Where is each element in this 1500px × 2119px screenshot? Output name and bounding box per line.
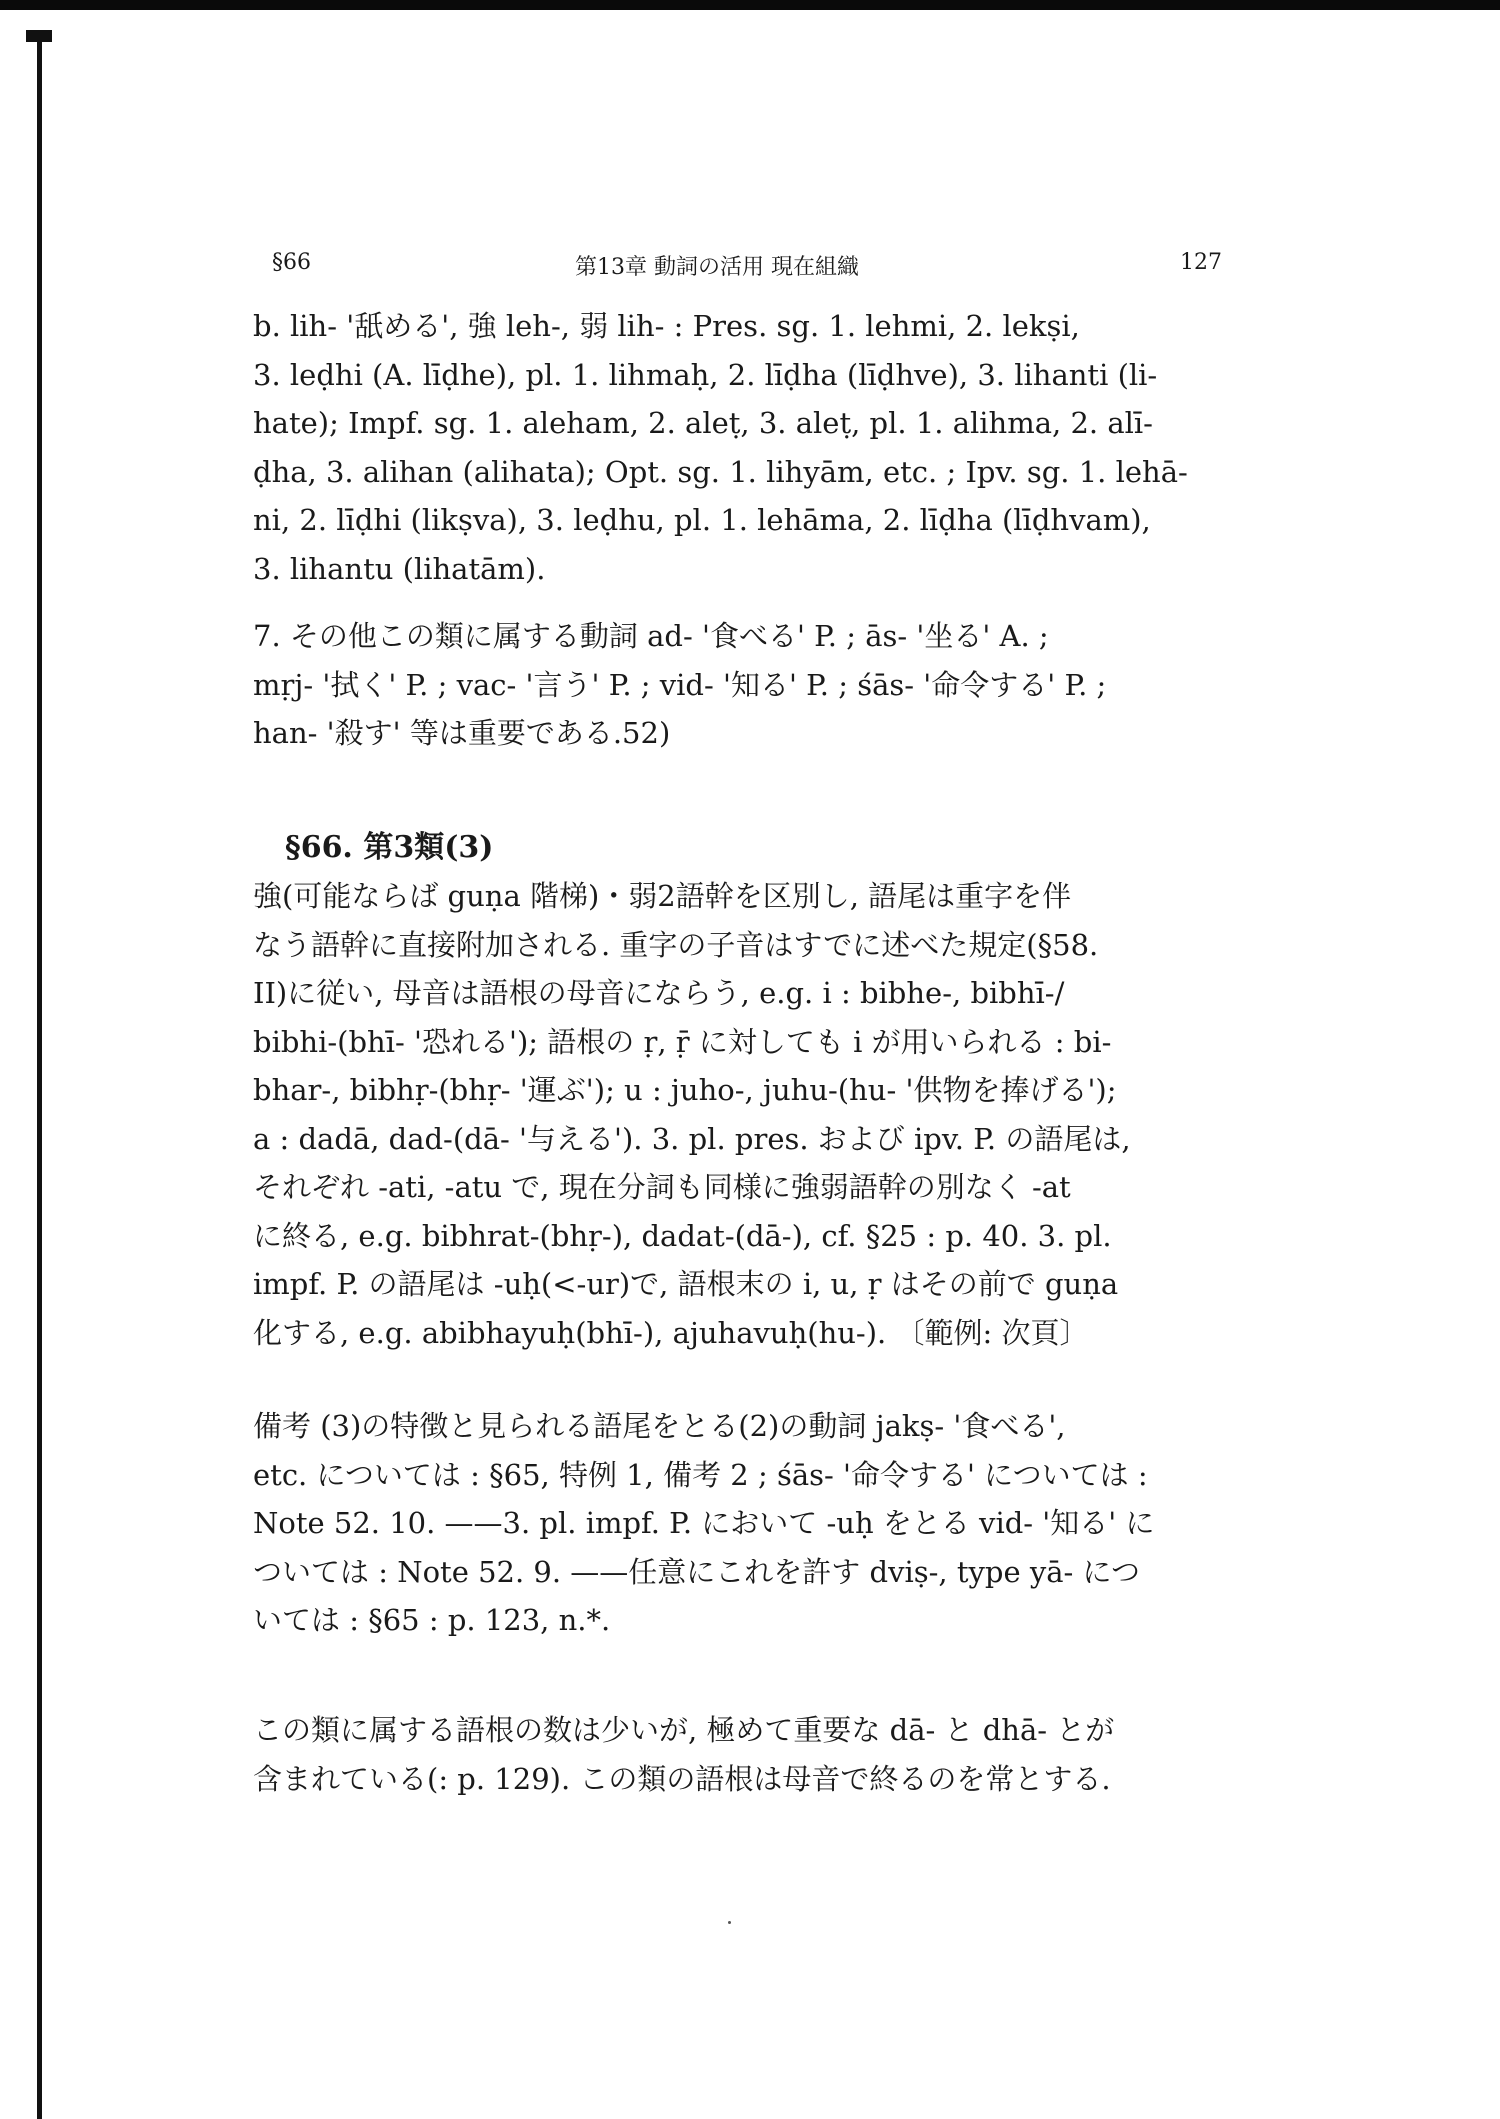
text-line: いては : §65 : p. 123, n.*. — [253, 1603, 611, 1637]
text-line: bibhi-(bhī- '恐れる'); 語根の ṛ, ṝ に対しても i が用いられる : bi- — [253, 1024, 1112, 1059]
text-line: ḍha, 3. alihan (alihata); Opt. sg. 1. lihyām, etc. ; Ipv. sg. 1. lehā- — [253, 454, 1188, 489]
text-line: ni, 2. līḍhi (likṣva), 3. leḍhu, pl. 1. lehāma, 2. līḍha (līḍhvam), — [253, 503, 1151, 537]
text-line: II)に従い, 母音は語根の母音にならう, e.g. i : bibhe-, bibhī-/ — [253, 976, 1065, 1010]
lih-entry-paragraph — [253, 302, 1213, 593]
text-line: hate); Impf. sg. 1. aleham, 2. aleṭ, 3. aleṭ, pl. 1. alihma, 2. alī- — [253, 406, 1153, 440]
header-page-number: 127 — [1180, 250, 1222, 275]
text-line: それぞれ -ati, -atu で, 現在分詞も同様に強弱語幹の別なく -at — [253, 1170, 1071, 1204]
section-title: §66. 第3類(3) — [285, 830, 494, 865]
scan-speck — [728, 1921, 731, 1924]
text-line: 備考 (3)の特徴と見られる語尾をとる(2)の動詞 jakṣ- '食べる', — [253, 1409, 1066, 1443]
text-line: 3. leḍhi (A. līḍhe), pl. 1. lihmaḥ, 2. līḍha (līḍhve), 3. lihanti (li- — [253, 357, 1158, 392]
text-line: 7. その他この類に属する動詞 ad- '食べる' P. ; ās- '坐る' A. ; — [253, 619, 1049, 653]
header-chapter-title: 第13章 動詞の活用 現在組織 — [575, 255, 859, 280]
text-line: なう語幹に直接附加される. 重字の子音はすでに述べた規定(§58. — [253, 927, 1099, 962]
text-line: に終る, e.g. bibhrat-(bhṛ-), dadat-(dā-), cf. §25 : p. 40. 3. pl. — [253, 1218, 1112, 1253]
text-line: 化する, e.g. abibhayuḥ(bhī-), ajuhavuḥ(hu-). 〔範例: 次頁〕 — [253, 1315, 1089, 1350]
header-section-ref: §66 — [272, 250, 311, 275]
text-line: 強(可能ならば guṇa 階梯)・弱2語幹を区別し, 語尾は重字を伴 — [253, 879, 1072, 913]
text-line: bhar-, bibhṛ-(bhṛ- '運ぶ'); u : juho-, juhu-(hu- '供物を捧げる'); — [253, 1073, 1117, 1107]
text-line: han- '殺す' 等は重要である.52) — [253, 716, 671, 750]
text-line: 3. lihantu (lihatām). — [253, 551, 546, 586]
binding-line — [37, 38, 42, 2119]
text-line: この類に属する語根の数は少いが, 極めて重要な dā- と dhā- とが — [253, 1713, 1115, 1747]
text-line: 含まれている(: p. 129). この類の語根は母音で終るのを常とする. — [253, 1761, 1111, 1796]
remarks-paragraph — [253, 1402, 1213, 1645]
text-line: mṛj- '拭く' P. ; vac- '言う' P. ; vid- '知る' P. ; śās- '命令する' P. ; — [253, 667, 1107, 702]
text-line: b. lih- '舐める', 強 leh-, 弱 lih- : Pres. sg. 1. lehmi, 2. lekṣi, — [253, 309, 1080, 343]
scan-edge-bar — [0, 0, 1500, 10]
other-verbs-paragraph — [253, 612, 1213, 758]
text-line: etc. については : §65, 特例 1, 備考 2 ; śās- '命令する' については : — [253, 1457, 1148, 1492]
text-line: impf. P. の語尾は -uḥ(<-ur)で, 語根末の i, u, ṛ はその前で guṇa — [253, 1267, 1119, 1301]
text-line: a : dadā, dad-(dā- '与える'). 3. pl. pres. および ipv. P. の語尾は, — [253, 1121, 1131, 1156]
section-body-paragraph — [253, 872, 1213, 1357]
text-line: ついては : Note 52. 9. ——任意にこれを許す dviṣ-, type yā- につ — [253, 1554, 1140, 1589]
text-line: Note 52. 10. ——3. pl. impf. P. において -uḥ をとる vid- '知る' に — [253, 1506, 1155, 1540]
closing-paragraph — [253, 1706, 1213, 1803]
